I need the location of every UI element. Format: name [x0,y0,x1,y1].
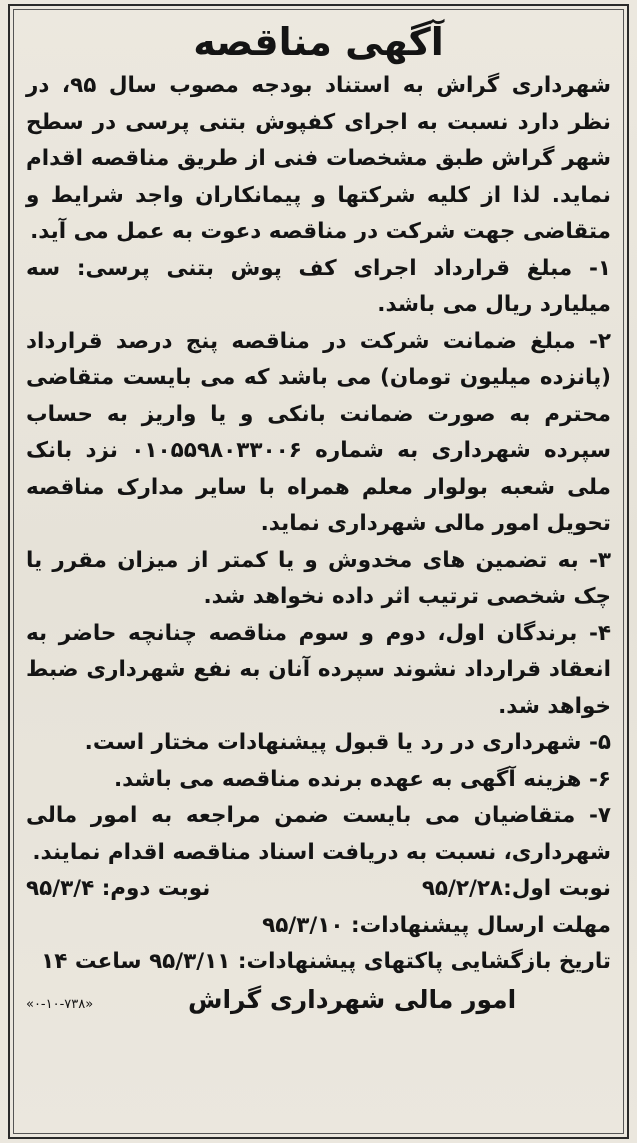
notice-title: آگهی مناقصه [193,20,444,64]
notice-item-5: ۵- شهرداری در رد یا قبول پیشنهادات مختار است. [84,730,611,755]
notice-intro: شهرداری گراش به استناد بودجه مصوب سال ۹۵، در نظر دارد نسبت به اجرای کفپوش بتنی پرسی در سطح شهر گراش طبق مشخصات فنی از طریق مناقصه اقدام نماید. لذا از کلیه شرکتها و پیمانکاران واجد شرایط و متقاضی جهت شرکت در مناقصه دعوت به عمل می آید. [26,73,611,244]
notice-item-1: ۱- مبلغ قرارداد اجرای کف پوش بتنی پرسی: سه میلیارد ریال می باشد. [26,255,611,317]
opening-date: تاریخ بازگشایی پاکتهای پیشنهادات: ۹۵/۳/۱۱ ساعت ۱۴ [41,949,611,974]
submission-deadline: مهلت ارسال پیشنهادات: ۹۵/۳/۱۰ [262,912,611,938]
signature: امور مالی شهرداری گراش [187,984,517,1014]
notice-item-3: ۳- به تضمین های مخدوش و یا کمتر از میزان مقرر یا چک شخصی ترتیب اثر داده نخواهد شد. [26,547,611,609]
notice-footer [26,985,611,1014]
second-turn-date: نوبت دوم: ۹۵/۳/۴ [26,876,211,901]
notice-item-2: ۲- مبلغ ضمانت شرکت در مناقصه پنج درصد قرارداد (پانزده میلیون تومان) می باشد که می بایست متقاضی محترم به صورت ضمانت بانکی و یا واریز به حساب سپرده شهرداری به شماره ۰۱۰۵۵۹۸۰۳۳۰۰۶ نزد بانک ملی شعبه بولوار معلم همراه با سایر مدارک مناقصه تحویل امور مالی شهرداری نماید. [26,328,612,536]
notice-item-6: ۶- هزینه آگهی به عهده برنده مناقصه می باشد. [113,766,611,792]
notice-item-4: ۴- برندگان اول، دوم و سوم مناقصه چنانچه حاضر به انعقاد قرارداد نشوند سپرده آنان به نفع شهرداری ضبط خواهد شد. [26,620,611,719]
notice-body [26,68,611,871]
notice-code: «۰-۱۰-۷۳۸» [26,996,94,1012]
first-turn-date: نوبت اول:۹۵/۲/۲۸ [421,876,611,901]
notice-item-7: ۷- متقاضیان می بایست ضمن مراجعه به امور مالی شهرداری، نسبت به دریافت اسناد مناقصه اقدام نمایند. [26,803,611,865]
publication-turns [26,871,611,908]
